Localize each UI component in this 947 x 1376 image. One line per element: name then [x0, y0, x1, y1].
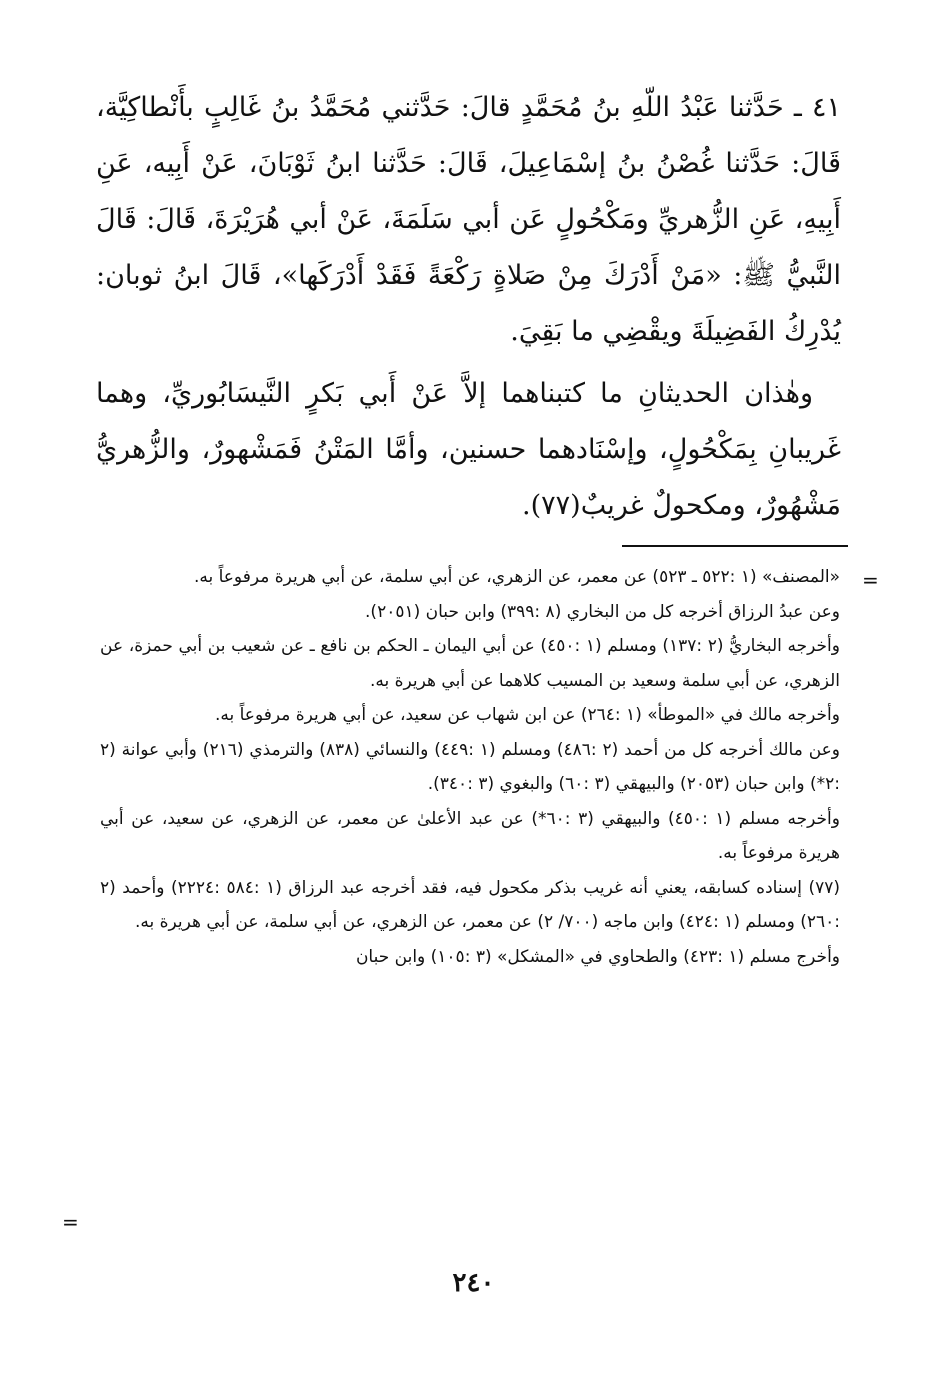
footnotes-block: [100, 560, 840, 974]
main-text-block: [96, 80, 841, 534]
continuation-mark-top: =: [862, 568, 879, 592]
footnote-paragraph: «المصنف» (١ :٥٢٢ ـ ٥٢٣) عن معمر، عن الزهري، عن أبي سلمة، عن أبي هريرة مرفوعاً به.: [193, 567, 840, 587]
footnote-divider: [622, 545, 848, 547]
footnote-paragraph: وعن عبدُ الرزاق أخرجه كل من البخاري (٨ :٣٩٩) وابن حبان (٢٠٥١).: [365, 601, 840, 622]
footnote-paragraph: وعن مالك أخرجه كل من أحمد (٢ :٤٨٦) ومسلم (١ :٤٤٩) والنسائي (٨٣٨) والترمذي (٢١٦) وأبي عوانة (٢ :٢*) وابن حبان (٢٠٥٣) والبيهقي (٣ :٦٠) والبغوي (٣ :٣٤٠).: [100, 739, 841, 794]
page-number: ٢٤٠: [452, 1268, 495, 1298]
footnote-paragraph: وأخرجه مالك في «الموطأ» (١ :٢٦٤) عن ابن شهاب عن سعيد، عن أبي هريرة مرفوعاً به.: [214, 705, 840, 725]
footnote-77: (٧٧) إسناده كسابقه، يعني أنه غريب بذكر مكحول فيه، فقد أخرجه عبد الرزاق (١ :٥٨٤ :٢٢٢٤) وأحمد (٢ :٢٦٠) ومسلم (١ :٤٢٤) وابن ماجه (٧٠٠/ ٢) عن معمر، عن الزهري، عن أبي سلمة، عن أبي هريرة به.: [100, 877, 840, 932]
footnote-paragraph: وأخرجه البخاريُّ (٢ :١٣٧) ومسلم (١ :٤٥٠) عن أبي اليمان ـ الحكم بن نافع ـ عن شعيب بن أبي حمزة، عن الزهري، عن أبي سلمة وسعيد بن المسيب كلاهما عن أبي هريرة به.: [100, 636, 840, 691]
footnote-paragraph: وأخرج مسلم (١ :٤٢٣) والطحاوي في «المشكل» (٣ :١٠٥) وابن حبان: [355, 946, 840, 967]
commentary-paragraph: وهٰذان الحديثانِ ما كتبناهما إلاَّ عَنْ أَبي بَكرٍ النَّيسَابُوريِّ، وهما غَريبانِ بِمَكْحُولٍ، وإسْنَادهما حسنين، وأمَّا المَتْنُ فَمَشْهورٌ، والزُّهريُّ مَشْهُورٌ، ومكحولٌ غريبٌ(٧٧).: [96, 378, 841, 521]
continuation-mark-bottom: =: [62, 1210, 79, 1234]
hadith-paragraph: ٤١ ـ حَدَّثنا عَبْدُ اللّهِ بنُ مُحَمَّدٍ قالَ: حَدَّثني مُحَمَّدُ بنُ غَالِبٍ بأَنْطاكِيَّة، قَالَ: حَدَّثنا غُصْنُ بنُ إسْمَاعِيلَ، قَالَ: حَدَّثنا ابنُ ثَوْبَانَ، عَنْ أَبِيه، عَنِ أَبِيهِ، عَنِ الزُّهريِّ ومَكْحُولٍ عَن أبي سَلَمَةَ، عَنْ أبي هُرَيْرَةَ، قَالَ: قَالَ النَّبيُّ ﷺ: «مَنْ أَدْرَكَ مِنْ صَلاةٍ رَكْعَةً فَقَدْ أَدْرَكَها»، قَالَ ابنُ ثوبان: يُدْرِكُ الفَضِيلَةَ ويقْضِي ما بَقِيَ.: [96, 92, 841, 347]
footnote-paragraph: وأخرجه مسلم (١ :٤٥٠) والبيهقي (٣ :٦٠*) عن عبد الأعلىٰ عن معمر، عن الزهري، عن سعيد، عن أبي هريرة مرفوعاً به.: [100, 808, 840, 863]
